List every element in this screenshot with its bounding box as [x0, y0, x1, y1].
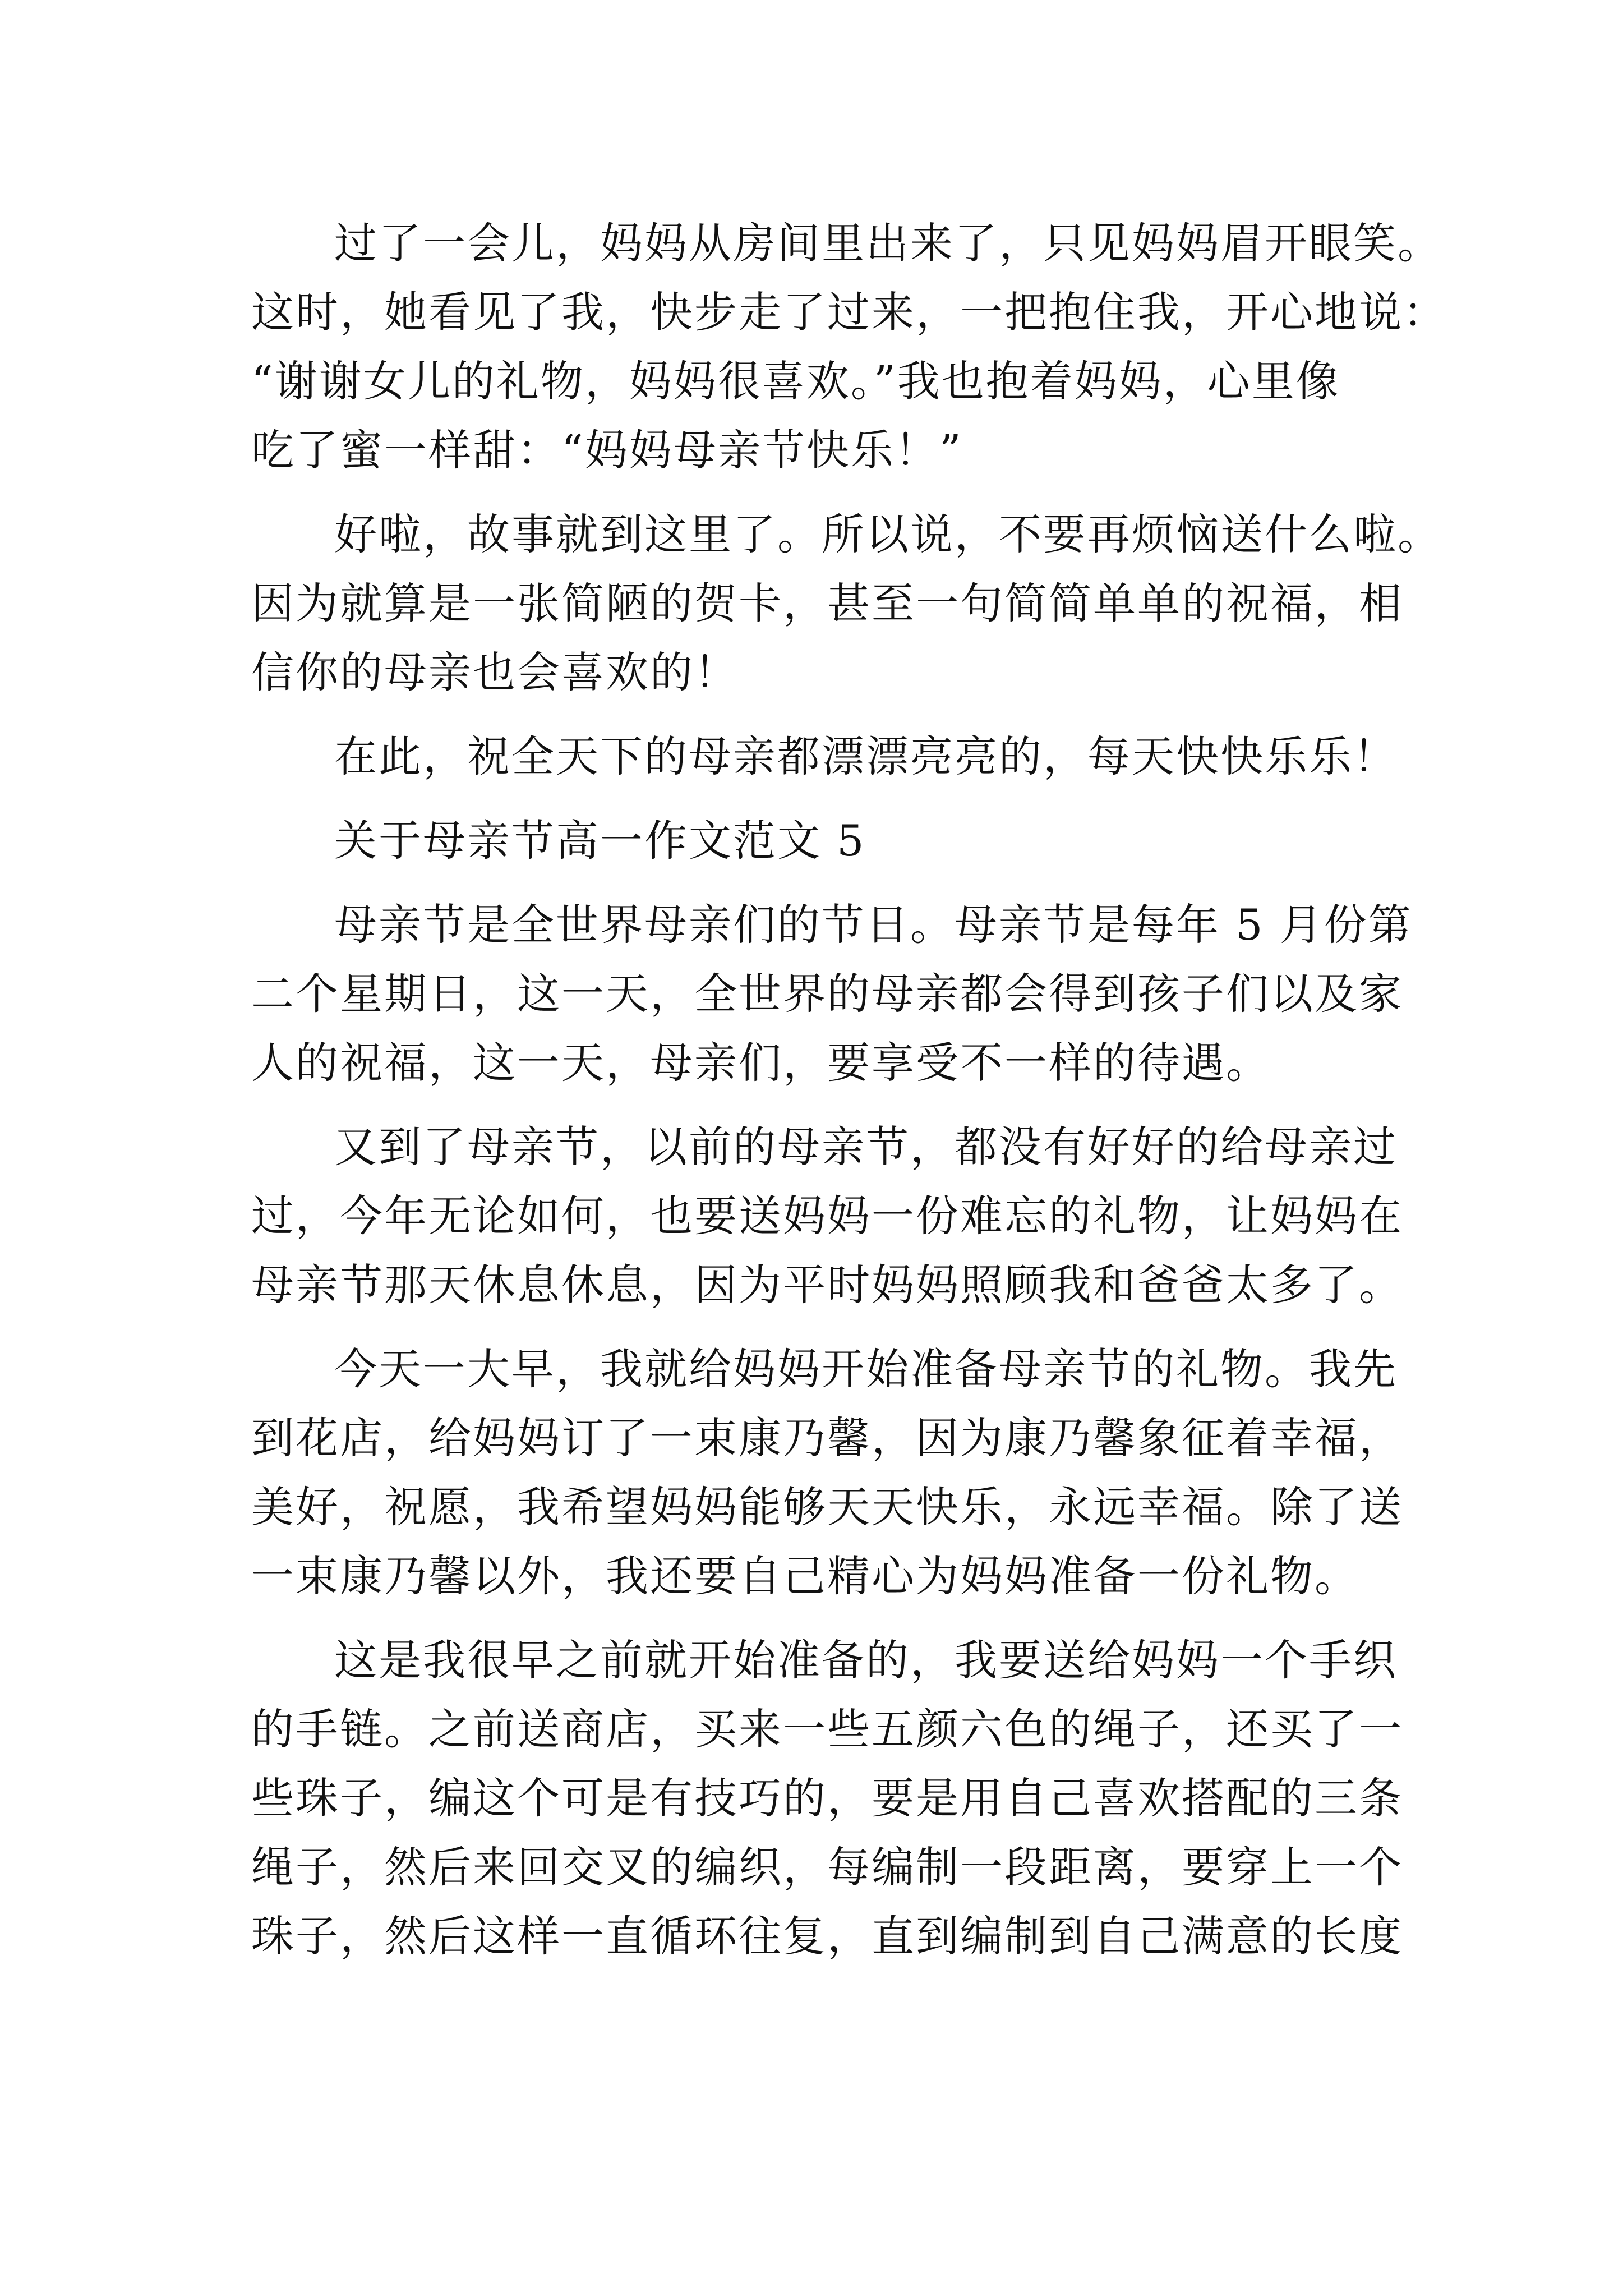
- text-line: 好啦，故事就到这里了。所以说，不要再烦恼送什么啦。: [334, 509, 1442, 559]
- text-line: 人的祝福，这一天，母亲们，要享受不一样的待遇。: [251, 1038, 1270, 1088]
- text-line: 今天一大早，我就给妈妈开始准备母亲节的礼物。我先: [334, 1344, 1398, 1394]
- paragraph-gap: [251, 1319, 1395, 1335]
- text-line: “谢谢女儿的礼物，妈妈很喜欢。”我也抱着妈妈，心里像: [251, 356, 1340, 406]
- text-line: 在此，祝全天下的母亲都漂漂亮亮的，每天快快乐乐！: [334, 731, 1398, 781]
- paragraph: [251, 722, 1398, 791]
- text-line: 美好，祝愿，我希望妈妈能够天天快乐，永远幸福。除了送: [251, 1482, 1403, 1532]
- paragraph-gap: [251, 1097, 1395, 1112]
- text-line: 又到了母亲节，以前的母亲节，都没有好好的给母亲过: [334, 1122, 1398, 1172]
- paragraph: [251, 1335, 1403, 1611]
- paragraph-gap: [251, 875, 1395, 890]
- text-line: 些珠子，编这个可是有技巧的，要是用自己喜欢搭配的三条: [251, 1773, 1403, 1823]
- paragraph: [251, 1626, 1403, 1971]
- text-line: 到花店，给妈妈订了一束康乃馨，因为康乃馨象征着幸福，: [251, 1413, 1403, 1463]
- text-line: 一束康乃馨以外，我还要自己精心为妈妈准备一份礼物。: [251, 1551, 1359, 1601]
- paragraph: [251, 209, 1447, 485]
- paragraph: [251, 500, 1442, 707]
- section-heading: [251, 806, 1395, 875]
- text-line: 绳子，然后来回交叉的编织，每编制一段距离，要穿上一个: [251, 1842, 1403, 1892]
- text-line: 的手链。之前送商店，买来一些五颜六色的绳子，还买了一: [251, 1704, 1403, 1754]
- heading-line: 关于母亲节高一作文范文 5: [334, 816, 866, 866]
- text-line: 母亲节那天休息休息，因为平时妈妈照顾我和爸爸太多了。: [251, 1260, 1403, 1310]
- paragraph: [251, 890, 1413, 1097]
- text-line: 过，今年无论如何，也要送妈妈一份难忘的礼物，让妈妈在: [251, 1191, 1403, 1241]
- text-line: 母亲节是全世界母亲们的节日。母亲节是每年 5 月份第: [334, 900, 1413, 950]
- text-line: 这时，她看见了我，快步走了过来，一把抱住我，开心地说：: [251, 287, 1447, 337]
- text-line: 过了一会儿，妈妈从房间里出来了，只见妈妈眉开眼笑。: [334, 218, 1442, 268]
- document-body: [251, 209, 1447, 1971]
- paragraph-gap: [251, 485, 1395, 500]
- text-line: 吃了蜜一样甜：“妈妈母亲节快乐！”: [251, 425, 963, 475]
- paragraph-gap: [251, 791, 1395, 806]
- text-line: 信你的母亲也会喜欢的！: [251, 647, 739, 697]
- paragraph-gap: [251, 707, 1395, 722]
- paragraph-gap: [251, 1611, 1395, 1626]
- text-line: 因为就算是一张简陋的贺卡，甚至一句简简单单的祝福，相: [251, 578, 1403, 628]
- paragraph: [251, 1112, 1403, 1319]
- text-line: 二个星期日，这一天，全世界的母亲都会得到孩子们以及家: [251, 969, 1403, 1019]
- text-line: 珠子，然后这样一直循环往复，直到编制到自己满意的长度: [251, 1911, 1403, 1961]
- text-line: 这是我很早之前就开始准备的，我要送给妈妈一个手织: [334, 1635, 1398, 1685]
